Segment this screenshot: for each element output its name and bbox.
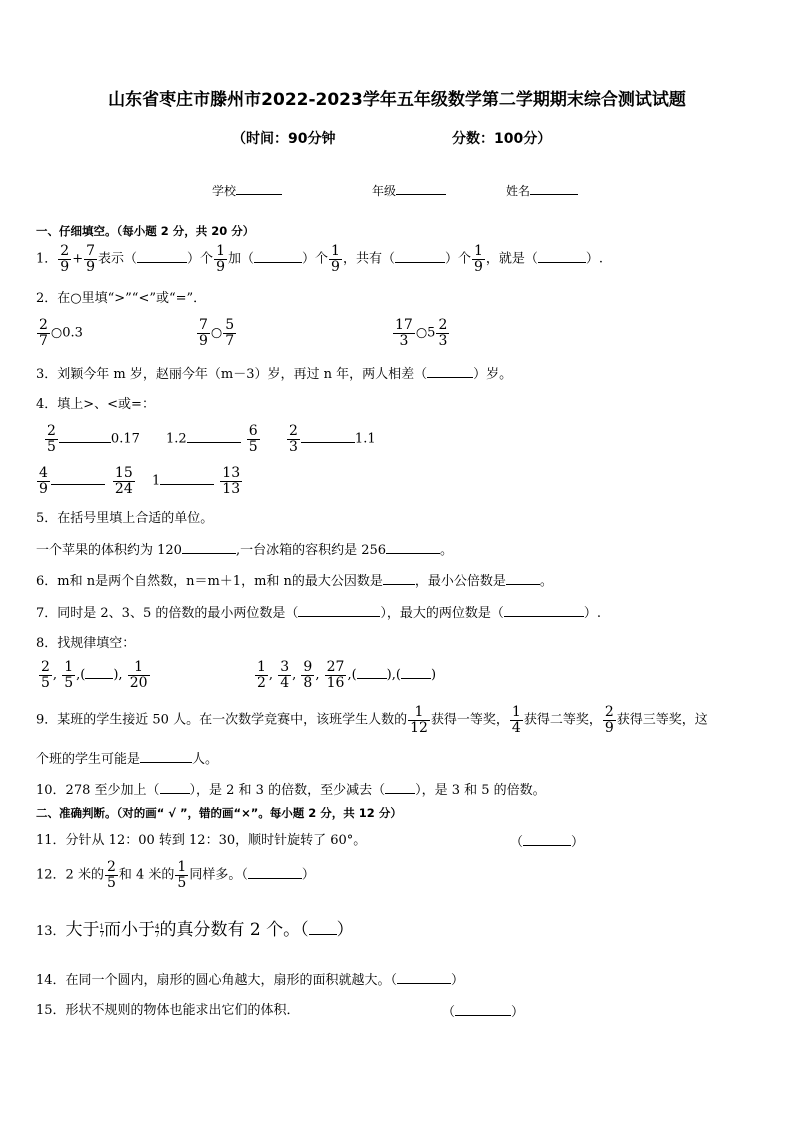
fraction: $\frac{2}{9}$ [60, 243, 70, 275]
fraction: $\frac{7}{9}$ [86, 243, 96, 275]
question-10: 10．278 至少加上（ ），是 2 和 3 的倍数，至少减去（ ），是 3 和 5 的倍数。 [36, 783, 546, 798]
q8-sequence-1: $\frac{2}{5}$ , $\frac{1}{5}$ ,( ), $\frac{1}{20}$ [41, 659, 148, 691]
answer-blank[interactable] [182, 542, 236, 554]
school-field[interactable] [212, 183, 282, 197]
question-12: 12．2 米的 $\frac{2}{5}$ 和 4 米的 $\frac{1}{5}$ 同样多。（ ） [36, 859, 315, 891]
fraction: $\frac{15}{24}$ [114, 465, 133, 497]
exam-time: （时间：90分钟 [232, 131, 336, 147]
question-6: 6．m和 n是两个自然数，n＝m＋1，m和 n的最大公因数是 ，最小公倍数是 。 [36, 574, 553, 589]
school-label: 学校 [212, 184, 237, 198]
answer-blank[interactable] [385, 782, 415, 794]
question-3: 3．刘颖今年 m 岁，赵丽今年（m－3）岁，再过 n 年，两人相差（ ）岁。 [36, 367, 513, 382]
answer-blank[interactable] [523, 834, 571, 846]
q9-line-2: 个班的学生可能是 人。 [36, 752, 219, 767]
answer-blank[interactable] [254, 251, 302, 263]
answer-blank[interactable] [59, 431, 111, 443]
grade-field[interactable] [372, 183, 446, 197]
answer-blank[interactable] [455, 1004, 511, 1016]
fraction: $\frac{4}{7}$ [155, 923, 160, 939]
answer-blank[interactable] [248, 867, 302, 879]
question-2: 2．在○里填“>”“<”或“=”． [36, 291, 207, 306]
grade-label: 年级 [372, 184, 397, 198]
fraction: $\frac{13}{13}$ [222, 465, 241, 497]
q4-item: $\frac{2}{3}$ 1.1 [289, 423, 376, 455]
question-14: 14．在同一个圆内，扇形的圆心角越大，扇形的面积就越大。（ ） [36, 973, 465, 988]
answer-blank[interactable] [137, 251, 187, 263]
question-7: 7．同时是 2、3、5 的倍数的最小两位数是（ ），最大的两位数是（ ）. [36, 606, 602, 621]
fraction: $\frac{5}{7}$ [225, 317, 235, 349]
compare-circle[interactable]: ○5 [415, 325, 436, 341]
answer-blank[interactable] [538, 251, 586, 263]
q4-item: 1.2 $\frac{6}{5}$ [166, 423, 258, 455]
fraction: $\frac{2}{9}$ [604, 704, 614, 736]
answer-blank[interactable] [395, 251, 445, 263]
answer-blank[interactable] [504, 605, 584, 617]
question-13: 13．大于 $\frac{1}{7}$ 而小于 $\frac{4}{7}$ 的真分数有 2 个。（ ） [36, 920, 354, 940]
fraction: $\frac{1}{5}$ [64, 659, 74, 691]
q4-item: $\frac{2}{5}$ 0.17 [47, 423, 140, 455]
answer-blank[interactable] [397, 972, 451, 984]
compare-circle[interactable]: ○0.3 [50, 325, 83, 341]
fraction: $\frac{2}{3}$ [289, 423, 298, 455]
answer-blank[interactable] [187, 431, 241, 443]
q2-item-a [36, 318, 83, 348]
answer-blank[interactable] [298, 605, 380, 617]
fraction: $\frac{2}{5}$ [41, 659, 50, 691]
fraction: $\frac{2}{7}$ [39, 317, 48, 349]
question-9: 9．某班的学生接近 50 人。在一次数学竞赛中，该班学生人数的 $\frac{1}{12}$ 获得一等奖， $\frac{1}{4}$ 获得二等奖， $\frac{2}{9}$ 获得三等奖，这 [36, 704, 708, 736]
answer-blank[interactable] [357, 667, 387, 679]
fraction: $\frac{1}{9}$ [473, 243, 483, 275]
answer-blank[interactable] [160, 782, 190, 794]
compare-circle[interactable]: ○ [210, 325, 223, 341]
answer-blank[interactable] [427, 366, 473, 378]
q4-item [36, 466, 136, 496]
q2-item-b [196, 318, 237, 348]
name-label: 姓名 [506, 184, 531, 198]
answer-blank[interactable] [85, 667, 113, 679]
fraction: $\frac{4}{9}$ [39, 465, 48, 497]
answer-blank[interactable] [401, 667, 431, 679]
fraction: $\frac{1}{2}$ [257, 659, 266, 691]
question-4: 4．填上>、<或=： [36, 397, 155, 412]
answer-blank[interactable] [301, 431, 355, 443]
name-field[interactable] [506, 183, 578, 197]
section-1-heading: 一、仔细填空。（每小题 2 分，共 20 分） [36, 224, 255, 238]
school-blank[interactable] [236, 183, 282, 195]
fraction: $\frac{1}{5}$ [177, 859, 187, 891]
q11-answer[interactable]: （ ） [510, 835, 585, 850]
page-title: 山东省枣庄市滕州市2022-2023学年五年级数学第二学期期末综合测试试题 [108, 90, 686, 110]
q15-answer[interactable]: （ ） [442, 1005, 525, 1020]
q2-item-c [392, 318, 450, 348]
fraction: $\frac{1}{20}$ [129, 659, 148, 691]
fraction: $\frac{27}{16}$ [326, 659, 345, 691]
fraction: $\frac{6}{5}$ [248, 423, 258, 455]
q8-sequence-2: $\frac{1}{2}$ , $\frac{3}{4}$ , $\frac{9}{8}$ , $\frac{27}{16}$ ,( ),( ) [257, 659, 437, 691]
answer-blank[interactable] [160, 473, 214, 485]
fraction: $\frac{2}{5}$ [47, 423, 56, 455]
section-2-heading: 二、准确判断。（对的画“ √ ”，错的画“×”。每小题 2 分，共 12 分） [36, 806, 402, 820]
fraction: $\frac{1}{12}$ [410, 704, 428, 736]
question-1: 1． $\frac{2}{9}$ + $\frac{7}{9}$ 表示（ ）个 $\frac{1}{9}$ 加（ ）个 $\frac{1}{9}$ ，共有（ ）个 $\frac{1}{9}$ ，就是（ ）. [36, 243, 604, 275]
fraction: $\frac{1}{9}$ [216, 243, 225, 275]
question-15: 15．形状不规则的物体也能求出它们的体积． [36, 1003, 300, 1018]
exam-score: 分数：100分） [452, 131, 552, 147]
answer-blank[interactable] [386, 542, 440, 554]
grade-blank[interactable] [396, 183, 446, 195]
answer-blank[interactable] [51, 473, 105, 485]
answer-blank[interactable] [383, 573, 415, 585]
fraction: $\frac{2}{5}$ [106, 859, 116, 891]
fraction: $\frac{1}{9}$ [331, 243, 340, 275]
fraction: $\frac{17}{3}$ [395, 317, 413, 349]
question-5: 5．在括号里填上合适的单位。 [36, 511, 214, 526]
fraction: $\frac{2}{3}$ [438, 317, 448, 349]
question-11: 11．分针从 12：00 转到 12：30，顺时针旋转了 60°。 [36, 833, 367, 848]
answer-blank[interactable] [140, 751, 192, 763]
question-8: 8．找规律填空： [36, 636, 136, 651]
name-blank[interactable] [530, 183, 578, 195]
fraction: $\frac{1}{4}$ [511, 704, 521, 736]
answer-blank[interactable] [309, 923, 337, 935]
q4-item: 1 $\frac{13}{13}$ [152, 465, 241, 497]
fraction: $\frac{3}{4}$ [280, 659, 290, 691]
q5-line: 一个苹果的体积约为 120 ,一台冰箱的容积约是 256 。 [36, 543, 454, 558]
answer-blank[interactable] [506, 573, 540, 585]
fraction: $\frac{9}{8}$ [303, 659, 313, 691]
fraction: $\frac{1}{7}$ [99, 923, 105, 939]
fraction: $\frac{7}{9}$ [199, 317, 208, 349]
